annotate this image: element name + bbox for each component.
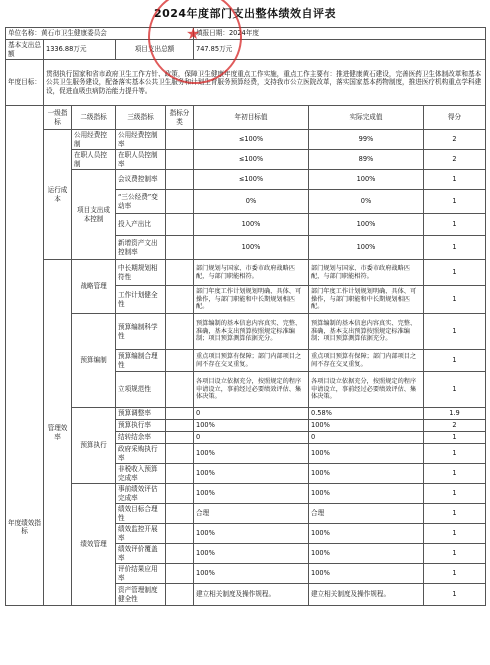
unit-cell [6, 28, 194, 40]
score-value: 2 [424, 150, 486, 170]
col-header-target: 年初目标值 [194, 106, 309, 130]
level3-name: 结转结余率 [116, 432, 166, 444]
level1-mgmt: 管理效率 [44, 260, 72, 606]
actual-value: 89% [309, 150, 424, 170]
score-value: 1 [424, 236, 486, 260]
target-value: ≤100% [194, 130, 309, 150]
target-value: 部门规划与国家、市委市政府战略匹配，与部门职能相符。 [194, 260, 309, 286]
level3-name: 预算编制科学性 [116, 314, 166, 350]
level3-name: 工作计划健全性 [116, 286, 166, 314]
score-value: 1 [424, 584, 486, 606]
level3-name: 绩效评价覆盖率 [116, 544, 166, 564]
score-value: 2 [424, 420, 486, 432]
score-value: 1 [424, 432, 486, 444]
target-value: ≤100% [194, 170, 309, 190]
actual-value: 100% [309, 544, 424, 564]
level3-name: 会议费控制率 [116, 170, 166, 190]
evaluation-table [5, 27, 486, 606]
actual-value: 合理 [309, 504, 424, 524]
level3-name: 绩效目标合理性 [116, 504, 166, 524]
score-value: 1 [424, 170, 486, 190]
goal-text: 贯彻执行国家和省市政府卫生工作方针、政策，保障卫生健康年度重点工作实施，重点工作主要有：推进健康黄石建设，完善医药卫生体制改革和基本公共卫生服务建设，配备落实基本公共卫生服务和计划生育服务预算经费，支持我市公立医院改革，落实国家基本药物制度，推进医疗机构重点学科建设，促进血吸虫病防治能力提升等。 [44, 60, 486, 106]
level3-name: 绩效监控开展率 [116, 524, 166, 544]
page-title: 2024年度部门支出整体绩效自评表 [153, 7, 337, 20]
score-value: 1 [424, 214, 486, 236]
level3-name: 新增资产文出控制率 [116, 236, 166, 260]
actual-value: 100% [309, 564, 424, 584]
level3-name: 公用经费控制率 [116, 130, 166, 150]
score-value: 1 [424, 372, 486, 408]
budget-value-1: 1336.88万元 [44, 40, 116, 60]
level2-public-ctrl: 公用经费控制 [72, 130, 116, 150]
actual-value: 部门规划与国家、市委市政府战略匹配，与部门职能相符。 [309, 260, 424, 286]
level2-budget-exec: 预算执行 [72, 408, 116, 484]
actual-value: 100% [309, 420, 424, 432]
actual-value: 100% [309, 464, 424, 484]
level2-budget-prep: 预算编制 [72, 314, 116, 408]
side-label: 年度绩效指标 [6, 106, 44, 606]
unit-value: 黄石市卫生健康委员会 [40, 29, 107, 38]
score-value: 1 [424, 524, 486, 544]
level3-name: 事前绩效评估完成率 [116, 484, 166, 504]
level3-name: 在职人员控制率 [116, 150, 166, 170]
period-value: 2024年度 [228, 29, 259, 38]
col-header-level2: 二级指标 [72, 106, 116, 130]
target-value: 重点项目预算有保障；部门内部项目之间不存在交叉重复。 [194, 350, 309, 372]
level3-name: 预算调整率 [116, 408, 166, 420]
actual-value: 建立相关制度及操作规程。 [309, 584, 424, 606]
actual-value: 预算编制的基本信息内容真实、完整、准确，基本支出预算按照规定标准编制；项目预算测算依据充分。 [309, 314, 424, 350]
level3-name: 评价结果应用率 [116, 564, 166, 584]
level3-name: 政府采购执行率 [116, 444, 166, 464]
budget-value-2: 747.85万元 [194, 40, 486, 60]
score-value: 1 [424, 444, 486, 464]
score-value: 1 [424, 504, 486, 524]
level3-name: 中长期规划相符性 [116, 260, 166, 286]
level3-name: 预算编制合理性 [116, 350, 166, 372]
col-header-level1: 一级指标 [44, 106, 72, 130]
unit-label: 单位名称： [8, 29, 41, 38]
level2-project-ctrl: 项目支出成本控制 [72, 170, 116, 260]
actual-value: 部门年度工作计划规划明确、具体、可操作，与部门职能和中长期规划相匹配。 [309, 286, 424, 314]
score-value: 1 [424, 314, 486, 350]
target-value: ≤100% [194, 150, 309, 170]
target-value: 部门年度工作计划规划明确、具体、可操作，与部门职能和中长期规划相匹配。 [194, 286, 309, 314]
score-value: 1.9 [424, 408, 486, 420]
actual-value: 各项目设立依据充分，按照规定的程序申请设立，事前经过必要绩效评估、集体决策。 [309, 372, 424, 408]
actual-value: 0% [309, 190, 424, 214]
col-header-score: 得分 [424, 106, 486, 130]
actual-value: 100% [309, 444, 424, 464]
level3-name: “三公经费”变动率 [116, 190, 166, 214]
level3-name: 投入产出比 [116, 214, 166, 236]
score-value: 1 [424, 544, 486, 564]
score-value: 1 [424, 484, 486, 504]
score-value: 1 [424, 286, 486, 314]
actual-value: 99% [309, 130, 424, 150]
budget-label: 基本支出总额 [6, 40, 44, 60]
target-value: 100% [194, 236, 309, 260]
actual-value: 0 [309, 432, 424, 444]
target-value: 0 [194, 408, 309, 420]
target-value: 100% [194, 464, 309, 484]
score-value: 1 [424, 260, 486, 286]
target-value: 100% [194, 524, 309, 544]
target-value: 100% [194, 484, 309, 504]
col-header-level3: 三级指标 [116, 106, 166, 130]
score-value: 1 [424, 190, 486, 214]
score-value: 1 [424, 564, 486, 584]
target-value: 100% [194, 420, 309, 432]
star-icon: ★ [186, 24, 201, 43]
period-label: 填报日期： [196, 29, 229, 38]
level3-name: 资产管理制度健全性 [116, 584, 166, 606]
level1-cost: 运行成本 [44, 130, 72, 260]
target-value: 100% [194, 444, 309, 464]
target-value: 100% [194, 214, 309, 236]
level3-name: 立项规范性 [116, 372, 166, 408]
target-value: 0 [194, 432, 309, 444]
target-value: 各项目设立依据充分，按照规定的程序申请设立，事前经过必要绩效评估、集体决策。 [194, 372, 309, 408]
col-header-category: 指标分类 [166, 106, 194, 130]
period-cell [194, 28, 486, 40]
level3-name: 非税收入预算完成率 [116, 464, 166, 484]
target-value: 预算编制的基本信息内容真实、完整、准确，基本支出预算按照规定标准编制；项目预算测算依据充分。 [194, 314, 309, 350]
target-value: 建立相关制度及操作规程。 [194, 584, 309, 606]
goal-label: 年度目标： [6, 60, 44, 106]
actual-value: 100% [309, 214, 424, 236]
target-value: 100% [194, 544, 309, 564]
actual-value: 100% [309, 236, 424, 260]
target-value: 合理 [194, 504, 309, 524]
level2-staff-ctrl: 在职人员控制 [72, 150, 116, 170]
score-value: 1 [424, 350, 486, 372]
target-value: 0% [194, 190, 309, 214]
level2-perf-mgmt: 绩效管理 [72, 484, 116, 606]
level3-name: 预算执行率 [116, 420, 166, 432]
actual-value: 100% [309, 524, 424, 544]
actual-value: 重点项目预算有保障；部门内部项目之间不存在交叉重复。 [309, 350, 424, 372]
score-value: 1 [424, 464, 486, 484]
actual-value: 0.58% [309, 408, 424, 420]
col-header-actual: 实际完成值 [309, 106, 424, 130]
budget-label-2: 项目支出总额 [116, 40, 194, 60]
target-value: 100% [194, 564, 309, 584]
score-value: 2 [424, 130, 486, 150]
actual-value: 100% [309, 484, 424, 504]
actual-value: 100% [309, 170, 424, 190]
level2-strategy: 战略管理 [72, 260, 116, 314]
